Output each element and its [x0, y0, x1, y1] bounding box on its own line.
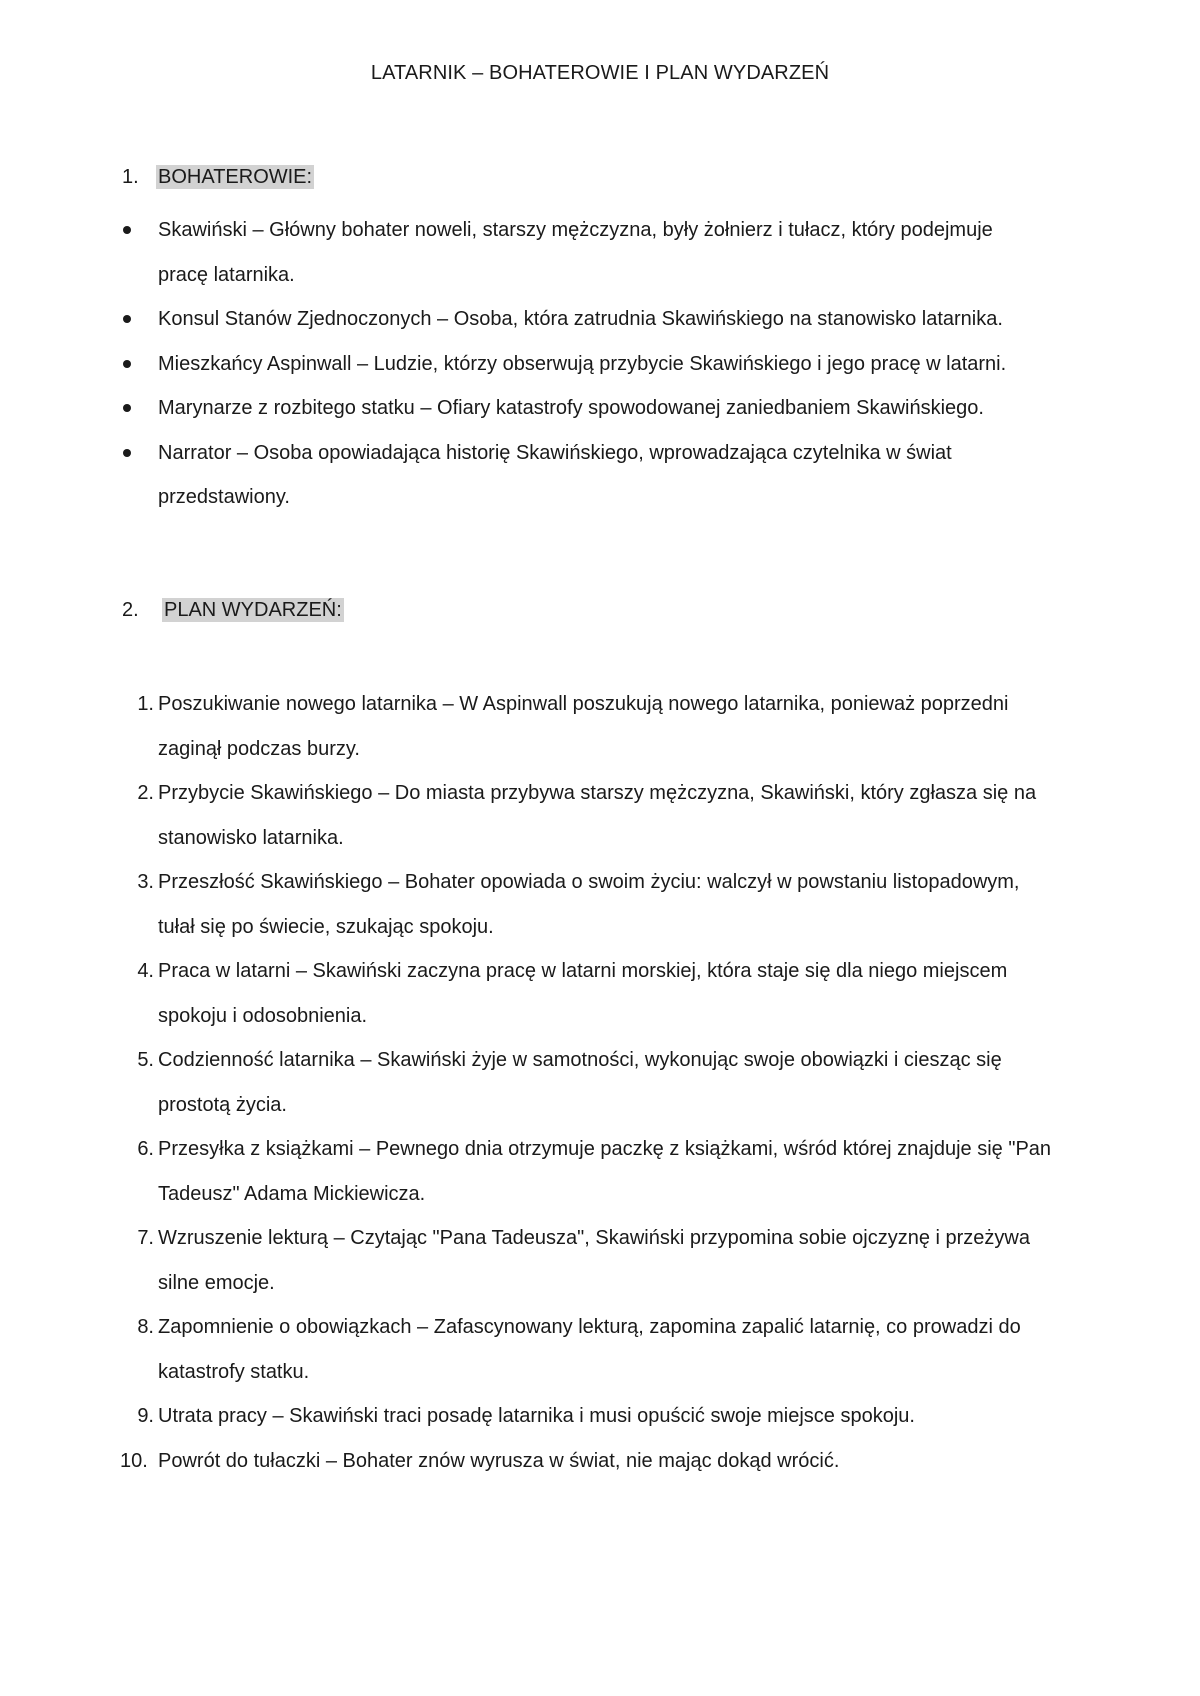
characters-list	[0, 208, 1200, 520]
item-number: 6.	[137, 1138, 154, 1160]
item-text: Mieszkańcy Aspinwall – Ludzie, którzy obserwują przybycie Skawińskiego i jego pracę w latarni.	[158, 352, 1007, 375]
bullet-icon	[123, 360, 131, 368]
list-item	[0, 1394, 1200, 1439]
section-number: 2.	[122, 599, 139, 621]
item-text: przedstawiony.	[158, 486, 290, 508]
list-item	[0, 386, 1200, 431]
item-number: 10.	[120, 1449, 148, 1472]
bullet-icon	[123, 226, 131, 234]
item-text: Przybycie Skawińskiego – Do miasta przybywa starszy mężczyzna, Skawiński, który zgłasza się na	[158, 782, 1037, 804]
item-number: 2.	[137, 782, 154, 804]
list-item	[0, 431, 1200, 520]
list-item	[0, 297, 1200, 342]
item-text: Marynarze z rozbitego statku – Ofiary katastrofy spowodowanej zaniedbaniem Skawińskiego.	[158, 397, 984, 419]
list-item	[0, 342, 1200, 387]
list-item	[0, 208, 1200, 297]
item-text: Konsul Stanów Zjednoczonych – Osoba, która zatrudnia Skawińskiego na stanowisko latarnika.	[158, 308, 1003, 330]
item-text: Przeszłość Skawińskiego – Bohater opowiada o swoim życiu: walczył w powstaniu listopadowym,	[158, 871, 1020, 893]
item-text: Zapomnienie o obowiązkach – Zafascynowany lekturą, zapomina zapalić latarnię, co prowadzi do	[158, 1316, 1021, 1338]
item-text: Skawiński – Główny bohater noweli, starszy mężczyzna, były żołnierz i tułacz, który podejmuje	[158, 219, 993, 241]
list-item	[0, 949, 1200, 1038]
item-text: Praca w latarni – Skawiński zaczyna pracę w latarni morskiej, która staje się dla niego miejscem	[158, 960, 1008, 982]
item-text: pracę latarnika.	[158, 263, 295, 286]
section-number: 1.	[122, 166, 139, 188]
item-text: Powrót do tułaczki – Bohater znów wyrusza w świat, nie mając dokąd wrócić.	[158, 1449, 840, 1472]
item-number: 3.	[137, 871, 154, 893]
events-list	[0, 682, 1200, 1483]
item-text: Utrata pracy – Skawiński traci posadę latarnika i musi opuścić swoje miejsce spokoju.	[158, 1405, 915, 1427]
list-item	[0, 1127, 1200, 1216]
list-item	[0, 1305, 1200, 1394]
item-text: katastrofy statku.	[158, 1360, 310, 1383]
bullet-icon	[123, 315, 131, 323]
list-item	[0, 860, 1200, 949]
item-text: Narrator – Osoba opowiadająca historię Skawińskiego, wprowadzająca czytelnika w świat	[158, 441, 952, 464]
item-text: stanowisko latarnika.	[158, 826, 344, 849]
list-item	[0, 682, 1200, 771]
item-text: Poszukiwanie nowego latarnika – W Aspinwall poszukują nowego latarnika, ponieważ poprzedni	[158, 693, 1009, 715]
item-number: 7.	[137, 1227, 154, 1249]
item-text: silne emocje.	[158, 1271, 275, 1294]
section-label: BOHATEROWIE:	[158, 166, 313, 188]
item-text: Przesyłka z książkami – Pewnego dnia otrzymuje paczkę z książkami, wśród której znajduje się "Pan	[158, 1138, 1052, 1160]
item-text: Codzienność latarnika – Skawiński żyje w samotności, wykonując swoje obowiązki i ciesząc się	[158, 1049, 1002, 1071]
item-text: prostotą życia.	[158, 1093, 287, 1116]
item-number: 8.	[137, 1316, 154, 1338]
item-text: zaginął podczas burzy.	[158, 737, 360, 760]
item-text: Wzruszenie lekturą – Czytając "Pana Tadeusza", Skawiński przypomina sobie ojczyznę i przeżywa	[158, 1227, 1030, 1249]
item-text: spokoju i odosobnienia.	[158, 1004, 368, 1027]
list-item	[0, 771, 1200, 860]
section-label: PLAN WYDARZEŃ:	[164, 599, 342, 621]
document-title: LATARNIK – BOHATEROWIE I PLAN WYDARZEŃ	[370, 62, 830, 84]
item-number: 5.	[137, 1049, 154, 1071]
item-number: 4.	[137, 960, 154, 982]
section-heading-events	[122, 599, 344, 622]
item-number: 9.	[137, 1405, 154, 1427]
item-text: Tadeusz" Adama Mickiewicza.	[158, 1182, 426, 1205]
list-item	[0, 1038, 1200, 1127]
bullet-icon	[123, 449, 131, 457]
item-text: tułał się po świecie, szukając spokoju.	[158, 915, 494, 938]
section-heading-characters	[122, 166, 314, 189]
item-number: 1.	[137, 693, 154, 715]
bullet-icon	[123, 404, 131, 412]
list-item	[0, 1216, 1200, 1305]
list-item	[0, 1439, 1200, 1484]
